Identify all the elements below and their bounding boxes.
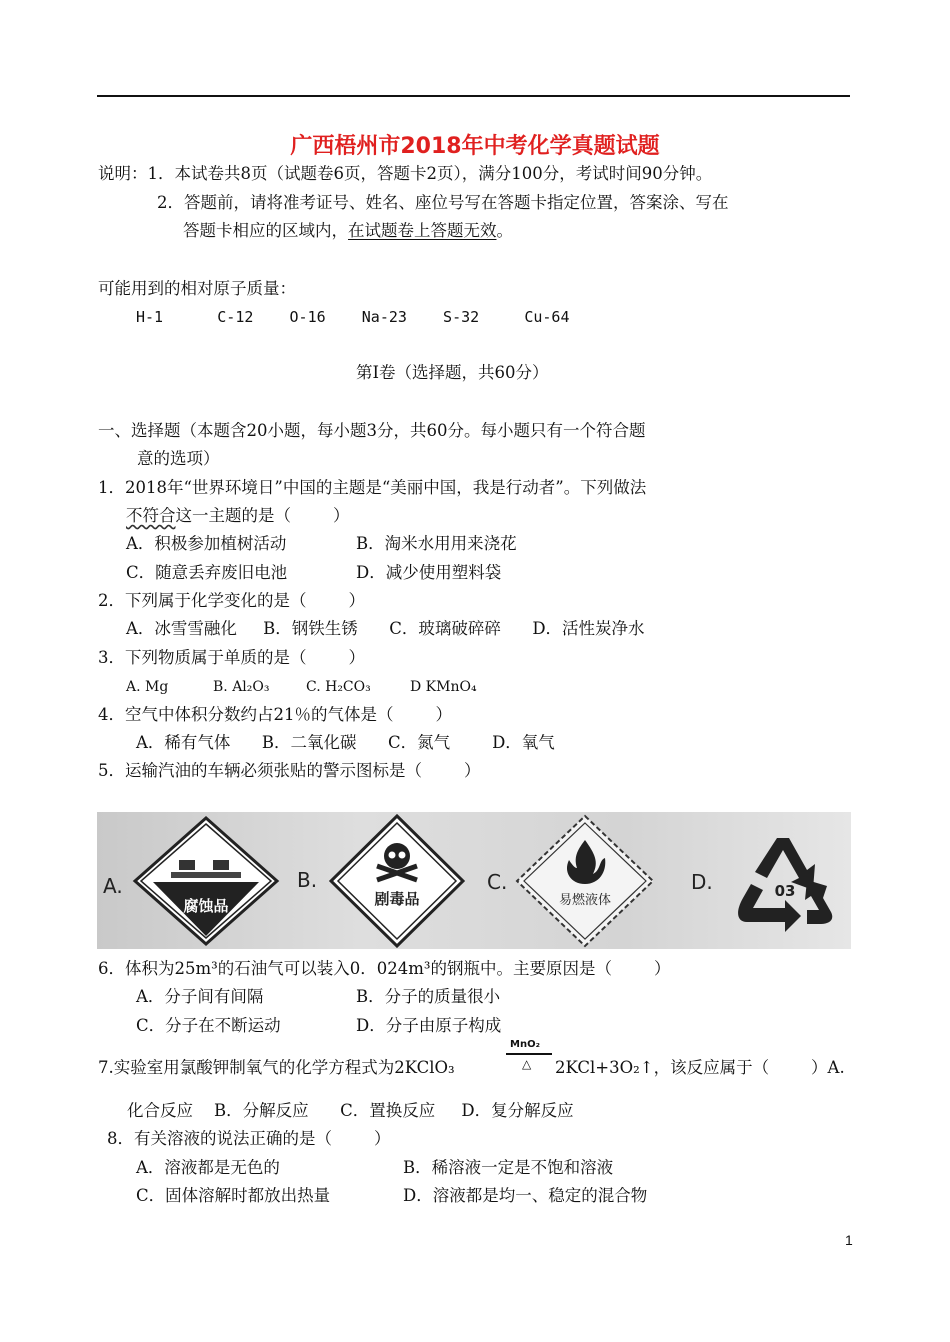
atomic-mass-values: H-1 C-12 O-16 Na-23 S-32 Cu-64 (136, 308, 570, 326)
q1-stem-2 (126, 505, 349, 527)
q4-options: A．稀有气体 B．二氧化碳 C．氮气 D．氧气 (136, 733, 555, 752)
q8-option-c: C．固体溶解时都放出热量 (136, 1186, 331, 1205)
q7-stem-start: 7.实验室用氯酸钾制氧气的化学方程式为2KClO₃ (98, 1058, 455, 1077)
reaction-arrow-bar (506, 1053, 552, 1055)
q1-stem: 1．2018年“世界环境日”中国的主题是“美丽中国，我是行动者”。下列做法 (98, 478, 647, 497)
sign-a-text: 腐蚀品 (183, 897, 229, 915)
warning-signs-photo (97, 812, 851, 949)
note-line-3-underlined: 在试题卷上答题无效 (348, 221, 497, 240)
note-line-3-post: 。 (496, 221, 513, 240)
page-title: 广西梧州市2018年中考化学真题试题 (290, 134, 660, 159)
q3-option-a: A. Mg (126, 679, 169, 695)
q8-stem: 8．有关溶液的说法正确的是（ ） (107, 1129, 391, 1148)
note-line-3 (183, 220, 513, 242)
q3-stem: 3．下列物质属于单质的是（ ） (98, 648, 365, 667)
toxic-sign-icon (329, 814, 465, 948)
heating-symbol: △ (522, 1057, 532, 1071)
sign-d-text: 03 (774, 882, 796, 900)
section-1-line-2: 意的选项） (137, 449, 220, 468)
sign-a-label: A. (103, 874, 123, 898)
q2-stem: 2．下列属于化学变化的是（ ） (98, 591, 365, 610)
q3-option-d: D KMnO₄ (410, 679, 477, 695)
q1-emphasis: 不符合 (126, 506, 176, 525)
q1-option-b: B．淘米水用用来浇花 (356, 534, 517, 553)
q6-option-b: B．分子的质量很小 (356, 987, 501, 1006)
q7-stem-end: 2KCl+3O₂↑，该反应属于（ ）A. (555, 1058, 845, 1077)
q4-stem: 4．空气中体积分数约占21％的气体是（ ） (98, 705, 452, 724)
note-line-2: 2．答题前，请将准考证号、姓名、座位号写在答题卡指定位置，答案涂、写在 (157, 193, 729, 212)
q6-option-d: D．分子由原子构成 (356, 1016, 502, 1035)
note-line-1: 说明：1．本试卷共8页（试题卷6页，答题卡2页），满分100分，考试时间90分钟。 (98, 164, 713, 183)
sign-b-label: B. (297, 868, 318, 892)
q3-option-c: C. H₂CO₃ (306, 679, 371, 695)
q2-options: A．冰雪雪融化 B．钢铁生锈 C．玻璃破碎碎 D．活性炭净水 (126, 619, 645, 638)
part-1-heading: 第Ⅰ卷（选择题，共60分） (356, 363, 549, 382)
q6-option-a: A．分子间有间隔 (136, 987, 264, 1006)
q1-option-a: A．积极参加植树活动 (126, 534, 287, 553)
q1-option-c: C．随意丢弃废旧电池 (126, 563, 288, 582)
sign-d-label: D. (691, 870, 713, 894)
q8-option-d: D．溶液都是均一、稳定的混合物 (403, 1186, 648, 1205)
sign-c-label: C. (487, 870, 508, 894)
q7-options: 化合反应 B．分解反应 C．置换反应 D．复分解反应 (127, 1101, 574, 1120)
corrosive-sign-icon (131, 816, 281, 946)
header-rule (97, 95, 850, 97)
sign-b-text: 剧毒品 (374, 890, 420, 908)
section-1-line-1: 一、选择题（本题含20小题，每小题3分，共60分。每小题只有一个符合题 (98, 421, 646, 440)
note-line-3-pre: 答题卡相应的区域内， (183, 221, 348, 240)
q3-option-b: B. Al₂O₃ (213, 679, 270, 695)
q8-option-b: B．稀溶液一定是不饱和溶液 (403, 1158, 614, 1177)
q6-stem: 6．体积为25m³的石油气可以装入0．024m³的钢瓶中。主要原因是（ ） (98, 959, 671, 978)
page-number: 1 (845, 1232, 853, 1248)
q5-stem: 5．运输汽油的车辆必须张贴的警示图标是（ ） (98, 761, 481, 780)
q8-option-a: A．溶液都是无色的 (136, 1158, 280, 1177)
atomic-mass-heading: 可能用到的相对原子质量： (98, 279, 296, 298)
q1-stem-rest: 这一主题的是（ ） (175, 506, 350, 525)
sign-c-text: 易燃液体 (558, 893, 612, 908)
catalyst-label: MnO₂ (510, 1039, 540, 1050)
flammable-liquid-sign-icon (515, 814, 655, 948)
q1-option-d: D．减少使用塑料袋 (356, 563, 502, 582)
reaction-condition (506, 1039, 552, 1075)
recycling-sign-icon (727, 828, 839, 940)
q6-option-c: C．分子在不断运动 (136, 1016, 281, 1035)
